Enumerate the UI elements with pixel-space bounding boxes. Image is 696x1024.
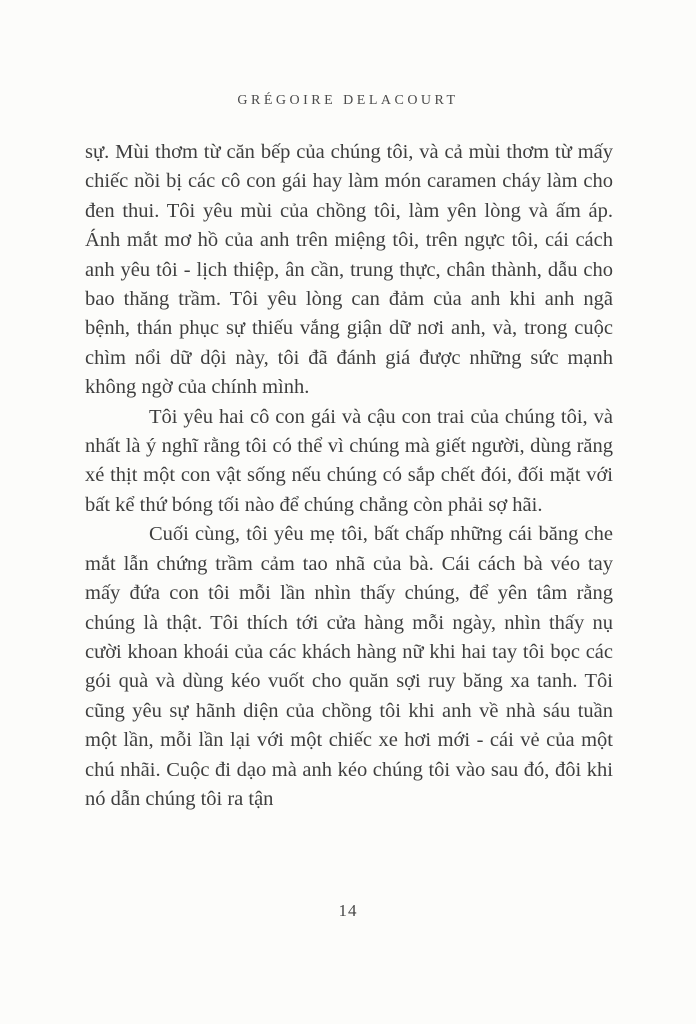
page-number: 14 <box>338 901 358 920</box>
paragraph: Cuối cùng, tôi yêu mẹ tôi, bất chấp những cái băng che mắt lẫn chứng trầm cảm tao nhã của bà. Cái cách bà véo tay mấy đứa con tôi mỗi lần nhìn thấy chúng, để yên tâm rằng chúng là thật. Tôi thích tới cửa hàng mỗi ngày, nhìn thấy nụ cười khoan khoái của các khách hàng nữ khi hai tay tôi bọc các gói quà và dùng kéo vuốt cho quăn sợi ruy băng xa tanh. Tôi cũng yêu sự hãnh diện của chồng tôi khi anh về nhà sáu tuần một lần, mỗi lần lại với một chiếc xe hơi mới - cái vẻ của một chú nhãi. Cuộc đi dạo mà anh kéo chúng tôi vào sau đó, đôi khi nó dẫn chúng tôi ra tận <box>85 523 613 810</box>
paragraph: Tôi yêu hai cô con gái và cậu con trai của chúng tôi, và nhất là ý nghĩ rằng tôi có thể vì chúng mà giết người, dùng răng xé thịt một con vật sống nếu chúng có sắp chết đói, đối mặt với bất kể thứ bóng tối nào để chúng chẳng còn phải sợ hãi. <box>85 405 613 516</box>
paragraph-continuation: sự. Mùi thơm từ căn bếp của chúng tôi, và cả mùi thơm từ mấy chiếc nồi bị các cô con gái hay làm món caramen cháy làm cho đen thui. Tôi yêu mùi của chồng tôi, làm yên lòng và ấm áp. Ánh mắt mơ hồ của anh trên miệng tôi, trên ngực tôi, cái cách anh yêu tôi - lịch thiệp, ân cần, trung thực, chân thành, dẫu cho bao thăng trầm. Tôi yêu lòng can đảm của anh khi anh ngã bệnh, thán phục sự thiếu vắng giận dữ nơi anh, và, trong cuộc chìm nổi dữ dội này, tôi đã đánh giá được những sức mạnh không ngờ của chính mình. <box>85 141 613 399</box>
running-header-author: GRÉGOIRE DELACOURT <box>237 93 459 108</box>
page-body-text <box>85 138 613 814</box>
